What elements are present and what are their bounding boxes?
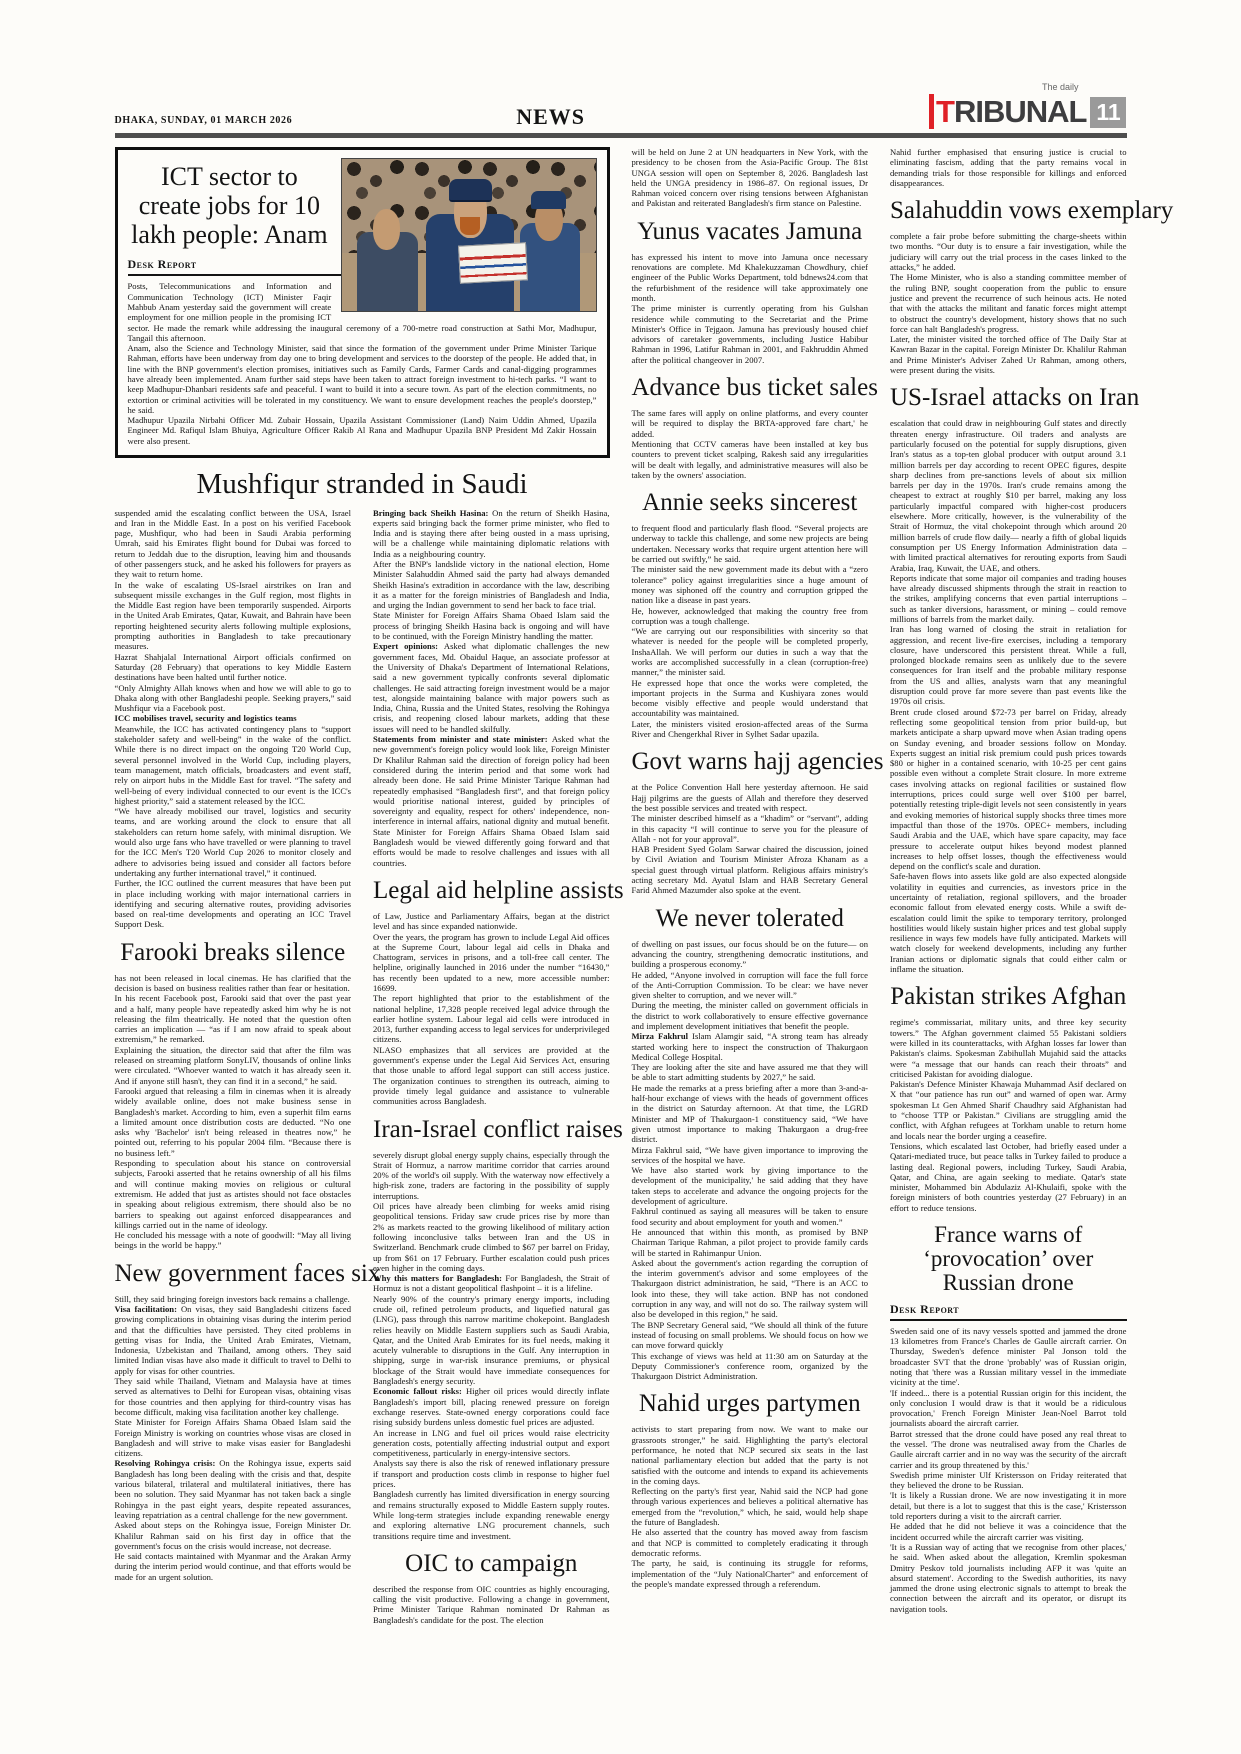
article-paragraph: Asked about steps on the Rohingya issue, Foreign Minister Dr. Khalilur Rahman said on his first day in office that the government's focus on the crisis would increase, not decrease. — [114, 1520, 351, 1551]
article-paragraph: of dwelling on past issues, our focus should be on the future— on advancing the country, strengthening democratic institutions, and building a prosperous economy.” — [631, 938, 868, 970]
article-paragraph: Responding to speculation about his stance on controversial subjects, Farooki asserted that he retains ownership of all his films and will continue making movies on religious or cultural extremism. He added that just as artistes should not face obstacles in speaking about religious extremism, there should also be no barriers to speaking out against enforced disappearances and killings carried out in the name of ideology. — [114, 1158, 351, 1230]
article-paragraph: described the response from OIC countries as highly encouraging, calling the visit productive. Following a change in government, Prime Minister Tarique Rahman nominated Dr Rahman as Bangladesh's candidate for the post. The election — [373, 1583, 610, 1625]
article — [890, 1223, 1127, 1614]
paragraph-lead: Visa facilitation: — [114, 1304, 181, 1314]
lead-headline: ICT sector to create jobs for 10 lakh people: Anam — [131, 162, 328, 250]
article-paragraph: Resolving Rohingya crisis: On the Rohingya issue, experts said Bangladesh has long been dealing with the crisis and that, despite various bilateral, trilateral and multilateral initiatives, there has been no solution. They said Myanmar has not taken back a single Rohingya in the past eight years, despite repeated assurances, leaving repatriation as a central challenge for the new government. — [114, 1458, 351, 1520]
article-paragraph: Nahid further emphasised that ensuring justice is crucial to eliminating fascism, adding that the party remains vocal in demanding trials for those responsible for killings and enforced disappearances. — [890, 147, 1127, 188]
article-paragraph: He expressed hope that once the works were completed, the important projects in the Surma and Kushiyara zones would become visibly effective and people would understand that accountability was maintained. — [631, 677, 868, 719]
article-paragraph: Later, the ministers visited erosion-affected areas of the Surma River and Chengerkhal River in Sylhet Sadar upazila. — [631, 718, 868, 740]
article — [890, 197, 1174, 376]
article-paragraph: to frequent flood and particularly flash flood. “Several projects are underway to tackle this challenge, and some new projects are being undertaken. Necessary works that require urgent attention here will be carried out swiftly,” he said. — [631, 523, 868, 565]
article-paragraph: He announced that within this month, as promised by BNP Chairman Tarique Rahman, a pilot project to provide family cards will be started in Rahimanpur Union. — [631, 1226, 868, 1258]
article-paragraph: Sweden said one of its navy vessels spotted and jammed the drone 13 kilometres from France's Charles de Gaulle aircraft carrier. On Thursday, Sweden's defence minister Pal Jonson told the broadcaster SVT that the drone 'probably' was of Russian origin, noting that 'there was a Russian military vessel in the immediate vicinity at the time'. — [890, 1325, 1127, 1388]
brand-tagline: The daily — [1041, 82, 1079, 92]
article-paragraph: He concluded his message with a note of goodwill: “May all living beings in the world be happy.” — [114, 1230, 351, 1251]
article-paragraph: of Law, Justice and Parliamentary Affairs, began at the district level and has since expanded nationwide. — [373, 910, 610, 932]
article-paragraph: This exchange of views was held at 11:30 am on Saturday at the Deputy Commissioner's conference room, organized by the Thakurgaon District Administration. — [631, 1350, 868, 1382]
article-paragraph: In the wake of escalating US-Israel airstrikes on Iran and subsequent missile exchanges in the Gulf region, most flights in the Middle East region have been temporarily suspended. Airports in the United Arab Emirates, Qatar, Kuwait, and Bahrain have been reporting heightened security alerts following multiple explosions, prompting authorities in Bangladesh to take precautionary measures. — [114, 579, 351, 652]
article-paragraph: Asked about the government's action regarding the corruption of the interim government's advisor and some employees of the Thakurgaon district administration, he said, “There is an ACC to look into these, they will take action. BNP has not condoned corruption in any way, and will not do so. The railway system will also be developed in this region,” he said. — [631, 1257, 868, 1320]
article-byline: Desk Report — [890, 1302, 1127, 1321]
paragraph-lead: ICC mobilises travel, security and logistics teams — [114, 713, 297, 724]
article-paragraph: Iran has long warned of closing the strait in retaliation for aggression, and recent live-fire exercises, including a temporary closure, have underscored this persistent threat. While a full, prolonged blockade remains seen as unlikely due to the severe consequences for Iran itself and the probable military response from the US and allies, analysts warn that any meaningful disruption could prove far more severe than past events like the 1970s oil crisis. — [890, 624, 1127, 707]
article-paragraph: Brent crude closed around $72-73 per barrel on Friday, already reflecting some geopolitical tension from prior build-up, but markets anticipate a sharp upward move when Asian trading opens on Sunday evening, and broader sessions follow on Monday. Experts suggest an initial risk premium could push prices towards $80 or higher in a contained scenario, with 10-25 per cent gains possible even without a complete Strait closure. In more extreme cases involving attacks on regional facilities or sustained flow interruptions, prices could surge well over $100 per barrel, potentially retesting triple-digit levels not seen consistently in years and evoking memories of historical supply shocks three times more impactful than those of the 1970s. OPEC+ members, including Saudi Arabia and the UAE, which have spare capacity, may face pressure to accelerate output hikes beyond modest planned increases to help offset losses, though the effectiveness would depend on the conflict's scale and duration. — [890, 706, 1127, 872]
article-paragraph: has not been released in local cinemas. He has clarified that the decision is based on business realities rather than fear or hesitation. — [114, 972, 351, 993]
article-paragraph: Oil prices have already been climbing for weeks amid rising geopolitical tensions. Friday saw crude prices rise by more than 2% as markets reacted to the growing likelihood of military action following inconclusive talks between Iran and the US in Switzerland. Benchmark crude climbed to $67 per barrel on Friday, up from $61 on 17 February. Further escalation could push prices even higher in the coming days. — [373, 1201, 610, 1273]
masthead-rule — [115, 133, 1127, 138]
article-paragraph: Barrot stressed that the drone could have posed any real threat to the vessel. 'The drone was neutralised away from the Charles de Gaulle aircraft carrier and in no way was the security of the aircraft carrier and its group threatened by this.' — [890, 1428, 1127, 1470]
photo-beard — [460, 217, 480, 235]
brand-logo-row — [929, 94, 1126, 130]
brand-name — [929, 94, 1086, 130]
article — [631, 374, 878, 480]
article-paragraph: Anam, also the Science and Technology Minister, said that since the formation of the government under Prime Minister Tarique Rahman, efforts have been underway from day one to bring development and services to the doorstep of the people. He added that, in line with the BNP government's election promises, initiatives such as Family Cards, Farmer Cards and canal-digging programmes have already been implemented. Anam further said steps have been taken to attract foreign investment to hi-tech parks. “I want to keep Madhupur-Dhanbari residents safe and peaceful. I want to build it into a secure town. As part of the election commitments, no extortion or criminal activities will be tolerated in my constituency. We want to ensure development reaches the people's doorstep,” he said. — [127, 343, 597, 415]
article-paragraph: Madhupur Upazila Nirbahi Officer Md. Zubair Hossain, Upazila Assistant Commissioner (Land) Naim Uddin Ahmed, Upazila Engineer Md. Rafiqul Islam Bhuiya, Agriculture Officer Rakib Al Rana and Madhupur Upazila BNP President Md Zakir Hossain were also present. — [127, 415, 597, 446]
column-4 — [890, 147, 1174, 1622]
article — [890, 147, 1127, 188]
article-headline: Salahuddin vows exemplary — [890, 197, 1174, 225]
paragraph-lead: Expert opinions: — [373, 641, 444, 652]
article-paragraph: “We have already mobilised our travel, logistics and security teams, and are working around the clock to ensure that all stakeholders can return home safely, with minimal disruption. We would also urge fans who have travelled or were planning to travel for the ICC Men's T20 World Cup 2026 to monitor closely and adhere to advisories being issued and consider all factors before undertaking any further international travel,” it continued. — [114, 806, 351, 878]
article-paragraph: Tensions, which escalated last October, had briefly eased under a Qatari-mediated truce, but peace talks in Turkey failed to produce a lasting deal. Regional powers, including Turkey, Saudi Arabia, Qatar, and China, are again seeking to mediate. Qatar's state minister, Mohammed bin Abdulaziz Al-Khulaifi, spoke with the foreign ministers of both countries yesterday (27 February) in an effort to reduce tensions. — [890, 1140, 1127, 1213]
article-paragraph: He made the remarks at a press briefing after a more than 3-and-a-half-hour exchange of views with the heads of government offices in the district on Saturday afternoon. At that time, the LGRD Minister and MP of Thakurgaon-1 constituency said, “We have given utmost importance to making Thakurgaon a drug-free district. — [631, 1082, 868, 1145]
article — [632, 906, 869, 1382]
article-headline: OIC to campaign — [405, 1549, 578, 1577]
article-headline: Advance bus ticket sales — [631, 374, 878, 402]
article-paragraph: He said contacts maintained with Myanmar and the Arakan Army during the interim period would continue, and that efforts would be made for an urgent solution. — [114, 1551, 351, 1582]
article-paragraph: at the Police Convention Hall here yesterday afternoon. He said Hajj pilgrims are the guests of Allah and therefore they deserved the best possible services and treated with respect. — [631, 782, 868, 813]
article-paragraph: The BNP Secretary General said, “We should all think of the future instead of focusing on small problems. We should focus on how we can move forward quickly — [631, 1319, 869, 1351]
lead-story — [115, 147, 610, 458]
lead-byline: Desk Report — [128, 257, 589, 276]
article-headline: Farooki breaks silence — [120, 938, 346, 966]
paragraph-lead: Bringing back Sheikh Hasina: — [373, 507, 493, 518]
article-paragraph: The minister said the new government made its debut with a “zero tolerance” policy against irregularities since a huge amount of money was siphoned off the country and corruption gripped the nation like a disease in past years. — [631, 564, 868, 606]
article-paragraph: After the BNP's landslide victory in the national election, Home Minister Salahuddin Ahmed said the party had always demanded Sheikh Hasina's extradition in accordance with the law, describing it as a matter for the foreign ministries of Bangladesh and India, and urging the Indian government to send her back to face trial. — [373, 559, 610, 611]
article-headline: New government faces six — [114, 1259, 381, 1287]
article-paragraph: escalation that could draw in neighbouring Gulf states and directly threaten energy infrastructure. Oil traders and analysts are particularly focused on the potential for supply disruptions, given Iran's status as a top-ten global producer with output around 3.1 million barrels per day according to recent OPEC figures, despite sharp declines from pre-sanctions levels of about six million barrels per day in the 1970s. Iran's crude remains among the cheapest to extract at roughly $10 per barrel, making any loss particularly impactful compared with higher-cost producers elsewhere. More critically, however, is the vulnerability of the Strait of Hormuz, the vital chokepoint through which around 20 million barrels of crude flow daily— nearly a fifth of global liquids consumption per US Energy Information Administration data – with limited practical alternatives for rerouting exports from Saudi Arabia, Iraq, Kuwait, the UAE, and others. — [890, 418, 1127, 573]
brand-logo — [929, 82, 1126, 130]
article — [890, 384, 1140, 975]
article-paragraph: Bringing back Sheikh Hasina: On the return of Sheikh Hasina, experts said bringing back the former prime minister, who fled to India and is staying there after being ousted in a mass uprising, will be a challenge while maintaining diplomatic relations with India as a neighbouring country. — [373, 507, 610, 559]
article — [373, 508, 610, 868]
article-paragraph: The minister described himself as a “khadim” or “servant”, adding in this capacity “I will continue to serve you for the pleasure of Allah - not for your approval”. — [631, 813, 868, 844]
brand-rest: RIBUNAL — [953, 94, 1087, 129]
article-paragraph: Still, they said bringing foreign investors back remains a challenge. — [114, 1293, 350, 1304]
article-paragraph: has expressed his intent to move into Jamuna once necessary renovations are complete. Md Khalekuzzaman Chowdhury, chief engineer of the Public Works Department, told bdnews24.com that the refurbishment of the residence will take approximately one month. — [631, 251, 868, 303]
date-line: DHAKA, SUNDAY, 01 MARCH 2026 — [114, 115, 293, 126]
article — [373, 1551, 610, 1625]
article-headline: Nahid urges partymen — [638, 1390, 861, 1418]
article-paragraph: We have also started work by giving importance to the development of the municipality,' he said adding that they have taken steps to accelerate and advance the ongoing projects for the development of agriculture. — [631, 1165, 868, 1207]
page-content — [114, 0, 1174, 1633]
photo-banner — [458, 242, 528, 284]
article-paragraph: NLASO emphasizes that all services are provided at the government's expense under the Legal Aid Services Act, ensuring that those unable to afford legal support can still access justice. The organization continues to strengthen its outreach, aiming to provide timely legal guidance and assistance to vulnerable communities across Bangladesh. — [373, 1044, 610, 1107]
article-headline: Govt warns hajj agencies — [631, 748, 884, 776]
left-half — [114, 147, 624, 1633]
page-number-badge: 11 — [1090, 97, 1126, 128]
article-paragraph: They are looking after the site and have assured me that they will be able to start admitting students by 2027,” he said. — [631, 1062, 868, 1083]
section-label: NEWS — [516, 104, 586, 129]
article-paragraph: Farooki argued that releasing a film in cinemas when it is already widely available online, does not make business sense in Bangladesh's market. According to him, even a superhit film earns a limited amount once distribution costs are deducted. “No one asks why 'Bachelor' isn't being released in theatres now,” he pointed out, referring to his popular 2004 film. “Because there is no business left.” — [114, 1085, 351, 1158]
article-paragraph: The party, he said, is continuing its struggle for reforms, implementation of the “July NationalCharter” and enforcement of the people's mandate expressed through a referendum. — [631, 1558, 868, 1589]
column-2 — [373, 507, 624, 1634]
police-cap-icon — [449, 179, 492, 202]
article-paragraph: Posts, Telecommunications and Information and Communication Technology (ICT) Minister Faqir Mahbub Anam yesterday said the government will create employment for one million people in the promising ICT sector. He made the remark while addressing the inaugural ceremony of a 700-metre road construction at Sathi Mor, Madhupur, Tangail this afternoon. — [127, 281, 597, 343]
article-paragraph: He added, “Anyone involved in corruption will face the full force of the Anti-Corruption Commission. To be clear: we have never given shelter to corruption, and we never will.” — [631, 969, 868, 1001]
article-paragraph: Mirza Fakhrul said, “We have given importance to improving the services of the hospital we have. — [631, 1144, 868, 1165]
article-paragraph: Reflecting on the party's first year, Nahid said the NCP had gone through various experiences and believes a political alternative has emerged from the “revolution,” which, he said, would help shape the future of Bangladesh. — [631, 1486, 868, 1528]
photo-figure-head — [373, 209, 401, 250]
article-paragraph: Swedish prime minister Ulf Kristersson on Friday reiterated that they believed the drone to be Russian. — [890, 1469, 1127, 1491]
article-paragraph — [115, 713, 352, 723]
article-paragraph: Statements from minister and state minister: Asked what the new government's foreign policy would look like, Foreign Minister Dr Khalilur Rahman said the direction of foreign policy had been considered during the interim period and that some work had already been done. He said Prime Minister Tarique Rahman had repeatedly emphasised “Bangladesh first”, and that foreign policy would prioritise national interest, guided by principles of sovereignty and equality, respect for others' independence, non-interference in internal affairs, national dignity and mutual benefit. State Minister for Foreign Affairs Shama Obaed Islam said Bangladesh would be viewed differently going forward and that efforts would be made to resolve challenges and issues with all countries. — [373, 734, 610, 868]
article-paragraph: He added that he did not believe it was a coincidence that the incident occurred while the aircraft carrier was visiting. — [890, 1521, 1127, 1542]
article-paragraph: Fakhrul continued as saying all measures will be taken to ensure food security and about employment for youth and women.” — [631, 1206, 868, 1227]
article — [631, 748, 884, 896]
article-paragraph: will be held on June 2 at UN headquarters in New York, with the presidency to be chosen from the Asia-Pacific Group. The 81st UNGA session will open on September 8, 2026. Bangladesh last held the UNGA presidency in 1986–87. On regional issues, Dr Rahman voiced concern over rising tensions between Afghanistan and Pakistan and reiterated Bangladesh's firm stance on Palestine. — [631, 147, 868, 209]
article — [632, 147, 869, 209]
article — [632, 1391, 869, 1589]
article-paragraph: He also asserted that the country has moved away from fascism and that NCP is committed to completely eradicating it through democratic reforms. — [631, 1527, 868, 1558]
article-paragraph: “We are carrying out our responsibilities with sincerity so that whatever is needed for the people will be completed properly, InshaAllah. We will perform our duties in such a way that the works are accomplished successfully in a clean (corruption-free) manner,” the minister said. — [631, 626, 868, 678]
article — [373, 876, 624, 1107]
article-paragraph: Visa facilitation: On visas, they said Bangladeshi citizens faced growing complications in obtaining visas during the interim period and that the difficulties have persisted. They cited problems in getting visas for India, the United Arab Emirates, Vietnam, Indonesia, Uzbekistan and Thailand, among others. They said limited Indian visas have also made it difficult to travel to Delhi to apply for visas for other countries. — [114, 1304, 351, 1376]
article-paragraph: “Only Almighty Allah knows when and how we will able to go to Dhaka along with other Bangladeshi people. Seeking prayers,” said Mushfiqur via a Facebook post. — [114, 682, 351, 714]
paragraph-lead: Economic fallout risks: — [373, 1386, 466, 1397]
article — [373, 1115, 623, 1541]
article-paragraph: The Home Minister, who is also a standing committee member of the ruling BNP, sought cooperation from the public to ensure justice and prevent the recurrence of such heinous acts. He noted that with the attacks the militant and fanatic forces might attempt to obstruct the country's development, history shows that no such force can halt Bangladesh's progress. — [890, 272, 1127, 334]
article — [632, 490, 869, 739]
article-paragraph: He, however, acknowledged that making the country free from corruption was a tough challenge. — [631, 605, 868, 626]
column-1 — [114, 507, 381, 1591]
article-paragraph: Mirza Fakhrul Islam Alamgir said, “A strong team has already started working here to inspect the construction of Thakurgaon Medical College Hospital. — [631, 1031, 869, 1062]
article-paragraph: HAB President Syed Golam Sarwar chaired the discussion, joined by Civil Aviation and Tourism Minister Afroza Khanam as a special guest through virtual platform. Religious affairs ministry's acting secretary Md. Ayatul Islam and HAB Secretary General Farid Ahmed Mazumder also spoke at the event. — [631, 844, 868, 896]
article-paragraph: State Minister for Foreign Affairs Shama Obaed Islam said the Foreign Ministry is working on countries whose visas are closed in Bangladesh and will strive to make visas easier for Bangladeshi citizens. — [114, 1417, 351, 1459]
column-3 — [631, 147, 884, 1597]
article-paragraph: Explaining the situation, the director said that after the film was released on streaming platform SonyLIV, thousands of online links were circulated. “Whoever wanted to watch it has already seen it. And if anyone still hasn't, they can find it in a second,” he said. — [114, 1044, 351, 1086]
paragraph-lead: Resolving Rohingya crisis: — [114, 1458, 220, 1469]
article-paragraph: Over the years, the program has grown to include Legal Aid offices at the Supreme Court, labour legal aid cells in Dhaka and Chattogram, services in prisons, and a toll-free call center. The helpline, originally launched in 2016 under the number “16430,” has recently been updated to a new, more accessible number: 16699. — [373, 931, 610, 993]
article-paragraph: Why this matters for Bangladesh: For Bangladesh, the Strait of Hormuz is not a distant geopolitical flashpoint – it is a lifeline. — [373, 1273, 610, 1294]
article-paragraph: Expert opinions: Asked what diplomatic challenges the new government faces, Md. Obaidul Haque, an associate professor at the University of Dhaka's Department of International Relations, said a new government typically confronts several diplomatic challenges. He said attracting foreign investment would be a major test, alongside maintaining balance with major powers such as India, China, Russia and the United States, resolving the Rohingya crisis, and reopening closed labour markets, adding that these issues will need to be handled skilfully. — [373, 641, 610, 734]
article-paragraph: They said while Thailand, Vietnam and Malaysia have at times served as alternatives to Delhi for European visas, obtaining visas for those countries and then applying for third-country visas has become difficult, making visa facilitation another key challenge. — [114, 1376, 351, 1417]
left-columns — [114, 507, 624, 1634]
article-headline: Annie seeks sincerest — [642, 489, 858, 517]
article-paragraph: 'If indeed... there is a potential Russian origin for this incident, the only conclusion I would draw is that it would be a ridiculous provocation,' French Foreign Minister Jean-Noel Barrot told journalists aboard the aircraft carrier. — [890, 1387, 1127, 1429]
article-paragraph: An increase in LNG and fuel oil prices would raise electricity generation costs, potentially affecting industrial output and export competitiveness, particularly in energy-intensive sectors. — [373, 1427, 610, 1459]
article-paragraph: Economic fallout risks: Higher oil prices would directly inflate Bangladesh's import bill, placing renewed pressure on foreign exchange reserves. State-owned energy corporations could face rising subsidy burdens unless domestic fuel prices are adjusted. — [373, 1386, 610, 1428]
article-paragraph: Nearly 90% of the country's primary energy imports, including crude oil, refined petroleum products, and liquefied natural gas (LNG), pass through this narrow maritime chokepoint. Bangladesh relies heavily on Middle Eastern suppliers such as Saudi Arabia, Qatar, and the United Arab Emirates for its fuel needs, making it acutely vulnerable to disruptions in the Gulf. Any interruption in shipping, surge in war-risk insurance premiums, or physical blockage of the Strait would have immediate consequences for Bangladesh's energy security. — [373, 1293, 610, 1387]
article-paragraph: severely disrupt global energy supply chains, especially through the Strait of Hormuz, a narrow maritime corridor that carries around 20% of the world's oil supply. With the waterway now effectively a high-risk zone, traders are factoring in the possibility of supply interruptions. — [373, 1149, 610, 1201]
article-paragraph: Meanwhile, the ICC has activated contingency plans to “support stakeholder safety and well-being” in the wake of the conflict. While there is no direct impact on the ongoing T20 World Cup, several personnel involved in the World Cup, including players, team management, match officials, broadcasters and event staff, rely on airport hubs in the Middle East for travel. “The safety and well-being of every individual connected to our event is the ICC's highest priority,” said a statement released by the ICC. — [114, 723, 351, 806]
columns-container — [114, 147, 1174, 1633]
paragraph-lead: Mirza Fakhrul — [631, 1031, 693, 1042]
span-headline-mushfiqur: Mushfiqur stranded in Saudi — [196, 468, 528, 501]
article-headline: Pakistan strikes Afghan — [890, 983, 1127, 1011]
article — [890, 984, 1127, 1213]
article-paragraph: In his recent Facebook post, Farooki said that over the past year and a half, many people have repeatedly asked him why he is not releasing the film theatrically. He noted that the question often carries an implication — “as if I am now afraid to speak about extremism,” he remarked. — [114, 993, 351, 1045]
article — [632, 219, 869, 365]
article — [115, 508, 352, 930]
article-paragraph: During the meeting, the minister called on government officials in the district to work collaboratively to ensure effective governance and implement development initiatives that benefit the people. — [631, 1000, 868, 1031]
article-paragraph: Analysts say there is also the risk of renewed inflationary pressure if transport and production costs climb in response to higher fuel prices. — [373, 1458, 610, 1490]
article-headline: Yunus vacates Jamuna — [637, 217, 863, 245]
paragraph-lead: Statements from minister and state minister: — [373, 734, 552, 745]
article-paragraph: regime's commissariat, military units, and three key security towers.” The Afghan government claimed 55 Pakistani soldiers were killed in its counterattacks, with Afghan losses far lower than Pakistan's claims. Spokesman Zabihullah Mujahid said the attacks were “a message that our hands can reach their throats” and criticised Pakistan for avoiding dialogue. — [890, 1017, 1127, 1079]
article-paragraph: suspended amid the escalating conflict between the USA, Israel and Iran in the Middle East. In a post on his verified Facebook page, Mushfiqur, who had been in Saudi Arabia performing Umrah, said his Emirates flight bound for Dubai was forced to return to Jeddah due to the disruption, leaving him and thousands of other passengers stuck, and he asked his followers for prayers as they wait to return home. — [114, 507, 351, 580]
paragraph-lead: Why this matters for Bangladesh: — [373, 1273, 506, 1284]
article-paragraph: 'It is likely a Russian drone. We are now investigating it in more detail, but there is a lot to suggest that this is the case,' Kristersson told reporters during a visit to the aircraft carrier. — [890, 1490, 1127, 1522]
article-paragraph: The report highlighted that prior to the establishment of the national helpline, 17,328 people received legal advice through the earlier hotline system. Labour legal aid cells were introduced in 2013, further expanding access to legal services for underprivileged citizens. — [373, 993, 610, 1045]
article-paragraph: The prime minister is currently operating from his Gulshan residence while commuting to the Secretariat and the Prime Minister's Office in Tejgaon. Jamuna has previously housed chief advisors of caretaker governments, including Justice Habibur Rahman in 1996, Latifur Rahman in 2001, and Fakhruddin Ahmed after the political changeover in 2007. — [631, 303, 868, 365]
masthead — [114, 82, 1127, 130]
article — [114, 1259, 381, 1582]
article-paragraph: The same fares will apply on online platforms, and every counter will be required to display the BRTA-approved fare chart,' he added. — [631, 408, 868, 439]
article-paragraph: Reports indicate that some major oil companies and trading houses have already discussed shipments through the strait in reaction to the strikes, amplifying concerns that even partial interruptions – such as tanker diversions, harassment, or mining – could remove millions of barrels from the market daily. — [890, 572, 1127, 624]
article-paragraph: Safe-haven flows into assets like gold are also expected alongside volatility in equities and currencies, as investors price in the uncertainty of retaliation, regional spillovers, and the broader economic fallout from elevated energy costs. While a swift de-escalation could limit the spike to temporary territory, prolonged hostilities would likely sustain higher prices and test global supply resilience in ways few models have fully anticipated. Markets will watch closely for weekend developments, including any further Iranian actions or diplomatic signals that could either calm or inflame the situation. — [890, 871, 1127, 975]
lead-photo — [341, 158, 596, 312]
brand-initial: T — [929, 94, 954, 129]
police-cap-icon — [531, 191, 566, 209]
article-paragraph: Mentioning that CCTV cameras have been installed at key bus counters to prevent ticket scalping, Rakesh said any irregularities will be dealt with legally, and administrative measures will also be taken by the owners' association. — [631, 438, 868, 480]
article-paragraph: State Minister for Foreign Affairs Shama Obaed Islam said the process of bringing Sheikh Hasina back is ongoing and will have to be continued, with the Foreign Ministry handling the matter. — [373, 610, 610, 642]
article-paragraph: activists to start preparing from now. We want to make our grassroots stronger,” he said. Highlighting the party's electoral performance, he noted that NCP secured six seats in the last national parliamentary election but added that the party is not satisfied with the outcome and intends to expand its achievements in the coming days. — [631, 1424, 868, 1486]
article-paragraph: Bangladesh currently has limited diversification in energy sourcing and remains structurally exposed to Middle Eastern supply routes. While long-term strategies include expanding renewable energy and exploring alternative LNG procurement channels, such transitions require time and investment. — [373, 1489, 610, 1541]
article-headline: Legal aid helpline assists — [373, 876, 624, 904]
article-headline: Iran-Israel conflict raises — [373, 1115, 623, 1143]
article-paragraph: complete a fair probe before submitting the charge-sheets within two months. “Our duty is to ensure a fair investigation, while the judiciary will carry out the trial process in the cases linked to the attacks,” he added. — [890, 231, 1127, 273]
article-paragraph: Hazrat Shahjalal International Airport officials confirmed on Saturday (28 February) that operations to key Middle Eastern destinations have been halted until further notice. — [114, 651, 351, 683]
article-headline: We never tolerated — [655, 904, 844, 932]
article-headline: France warns of ‘provocation’ over Russian drone — [923, 1222, 1094, 1295]
article — [115, 940, 352, 1251]
article-paragraph: Further, the ICC outlined the current measures that have been put in place including working with major international carriers in identifying and securing alternative routes, providing advisories based on real-time developments and operating an ICC Travel Support Desk. — [114, 878, 351, 930]
article-headline: US-Israel attacks on Iran — [890, 384, 1140, 412]
article-paragraph: 'It is a Russian way of acting that we recognise from other places,' he said. When asked about the allegation, Kremlin spokesman Dmitry Peskov told journalists including AFP it was 'quite an absurd statement'. According to the Swedish authorities, its navy jammed the drone using electronic signals to attempt to break the connection between the aircraft and its operator, or disrupt its navigation tools. — [890, 1541, 1127, 1614]
article-paragraph: Later, the minister visited the torched office of The Daily Star at Kawran Bazar in the capital. Foreign Minister Dr. Khalilur Rahman and Prime Minister's Adviser Zahed Ur Rahman, among others, were present during the visits. — [890, 334, 1127, 376]
article-paragraph: Pakistan's Defence Minister Khawaja Muhammad Asif declared on X that “our patience has run out” and warned of open war. Army spokesman Lt Gen Ahmed Sharif Chaudhry said Afghanistan had to “choose TTP or Pakistan.” Civilians are struggling amid the conflict, with Afghan refugees at Torkham unable to return home and locals near the border urging a ceasefire. — [890, 1079, 1127, 1141]
